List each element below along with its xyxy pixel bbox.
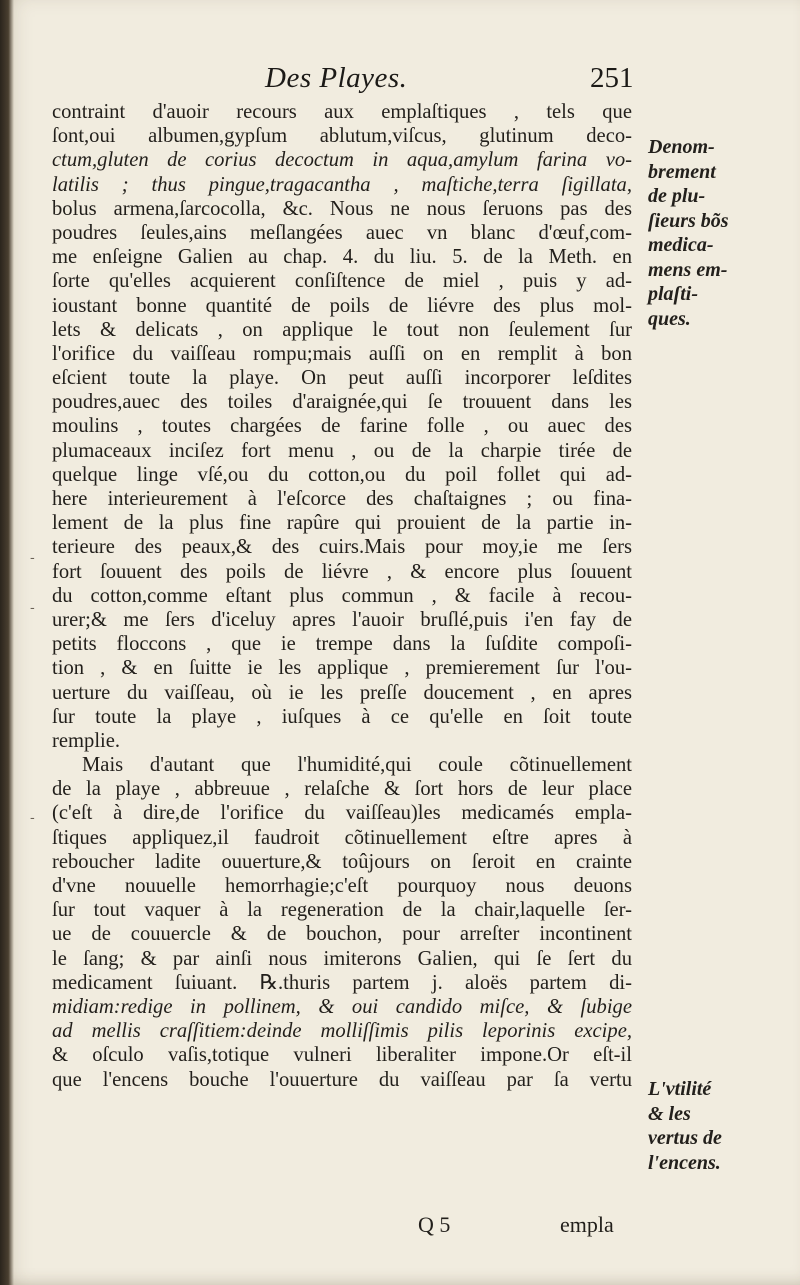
text-line: poudres,auec des toiles d'araignée,qui ſe trouuent dans les: [52, 391, 632, 414]
text-line: tion , & en ſuitte ie les applique , premierement ſur l'ou-: [52, 657, 632, 680]
text-line: lets & delicats , on applique le tout non ſeulement ſur: [52, 318, 632, 341]
text-line: ad mellis craſſitiem:deinde molliſſimis pilis leporinis excipe,: [52, 1020, 632, 1043]
text-line: le ſang; & par ainſi nous imiterons Galien, qui ſe ſert du: [52, 947, 632, 970]
text-line: ſont,oui albumen,gypſum ablutum,viſcus, glutinum deco-: [52, 125, 632, 148]
stray-mark: -: [30, 810, 35, 826]
stray-mark: -: [30, 550, 35, 566]
text-line: fort ſouuent des poils de liévre , & encore plus ſouuent: [52, 560, 632, 583]
text-line: que l'encens bouche l'ouuerture du vaiſſeau par ſa vertu: [52, 1068, 632, 1091]
margin-note-line: l'encens.: [648, 1151, 721, 1174]
text-line: eſcient toute la playe. On peut auſſi incorporer leſdites: [52, 367, 632, 390]
text-line: ctum,gluten de corius decoctum in aqua,amylum farina vo-: [52, 149, 632, 172]
text-line: reboucher ladite ouuerture,& toûjours on ſeroit en crainte: [52, 850, 632, 873]
margin-note-incense-virtues: [648, 1077, 788, 1175]
text-line: moulins , toutes chargées de farine folle , ou auec des: [52, 415, 632, 438]
text-line: ſur toute la playe , iuſques à ce qu'elle en ſoit toute: [52, 705, 632, 728]
text-line: medicament ſuiuant. ℞.thuris partem j. aloës partem di-: [52, 971, 632, 994]
text-line: remplie.: [52, 729, 121, 752]
text-line: & oſculo vaſis,totique vulneri liberaliter impone.Or eſt-il: [52, 1044, 632, 1067]
main-text-block: [52, 100, 632, 1092]
text-line: ioustant bonne quantité de poils de liévre des plus mol-: [52, 294, 632, 317]
margin-note-line: plaſti-: [648, 283, 698, 305]
text-line: here interieurement à l'eſcorce des chaſtaignes ; ou fina-: [52, 488, 632, 510]
text-line: ſtiques appliquez,il faudroit cõtinuellement eſtre apres à: [52, 826, 632, 849]
text-line: urer;& me ſers d'iceluy apres l'auoir bruſlé,puis i'en fay de: [52, 608, 632, 631]
margin-note-line: brement: [648, 160, 716, 183]
text-line: l'orifice du vaiſſeau rompu;mais auſſi on en remplit à bon: [52, 342, 632, 365]
text-line: de la playe , abbreuue , relaſche & ſort hors de leur place: [52, 778, 632, 801]
text-line: plumaceaux inciſez fort menu , ou de la charpie tirée de: [52, 439, 632, 462]
running-head: [0, 58, 800, 98]
book-spine-shadow: [0, 0, 14, 1285]
catchword: empla: [560, 1212, 614, 1237]
margin-note-line: de plu-: [648, 185, 706, 207]
text-line: midiam:redige in pollinem, & oui candido miſce, & ſubige: [52, 995, 632, 1018]
margin-note-remedies-list: [648, 135, 788, 331]
margin-note-line: vertus de: [648, 1127, 722, 1149]
stray-mark: -: [30, 600, 35, 616]
text-line: Mais d'autant que l'humidité,qui coule cõtinuellement: [82, 754, 632, 777]
running-title: Des Playes.: [265, 62, 408, 94]
text-line: latilis ; thus pingue,tragacantha , maſtiche,terra ſigillata,: [52, 173, 632, 196]
signature-mark: Q 5: [418, 1212, 451, 1237]
text-line: quelque linge vſé,ou du cotton,ou du poil follet qui ad-: [52, 463, 632, 486]
margin-note-line: Denom-: [648, 136, 715, 158]
text-line: uerture du vaiſſeau, où ie les preſſe doucement , en apres: [52, 681, 632, 704]
text-line: lement de la plus fine rapûre qui prouient de la partie in-: [52, 512, 632, 535]
text-line: me enſeigne Galien au chap. 4. du liu. 5. de la Meth. en: [52, 246, 632, 269]
text-line: du cotton,comme eſtant plus commun , & facile à recou-: [52, 584, 632, 607]
margin-note-line: mens em-: [648, 258, 728, 281]
text-line: ſur tout vaquer à la regeneration de la chair,laquelle ſer-: [52, 899, 632, 922]
text-line: bolus armena,ſarcocolla, &c. Nous ne nous ſeruons pas des: [52, 197, 632, 220]
text-line: petits floccons , que ie trempe dans la ſuſdite compoſi-: [52, 633, 632, 656]
text-line: ſorte qu'elles acquierent conſiſtence de miel , puis y ad-: [52, 270, 632, 293]
text-line: ue de couuercle & de bouchon, pour arreſter incontinent: [52, 923, 632, 946]
page-number: 251: [590, 62, 634, 94]
text-line: contraint d'auoir recours aux emplaſtiques , tels que: [52, 101, 632, 123]
margin-note-line: L'vtilité: [648, 1078, 712, 1100]
text-line: poudres ſeules,ains meſlangées auec vn blanc d'œuf,com-: [52, 221, 632, 244]
text-line: (c'eſt à dire,de l'orifice du vaiſſeau)les medicamés empla-: [52, 802, 632, 825]
margin-note-line: ſieurs bõs: [648, 209, 729, 232]
page-footer: [0, 1212, 800, 1244]
margin-note-line: ques.: [648, 307, 691, 330]
text-line: d'vne nouuelle hemorrhagie;c'eſt pourquoy nous deuons: [52, 875, 632, 897]
margin-note-line: medica-: [648, 234, 714, 256]
text-line: terieure des peaux,& des cuirs.Mais pour moy,ie me ſers: [52, 536, 632, 559]
margin-note-line: & les: [648, 1102, 691, 1125]
